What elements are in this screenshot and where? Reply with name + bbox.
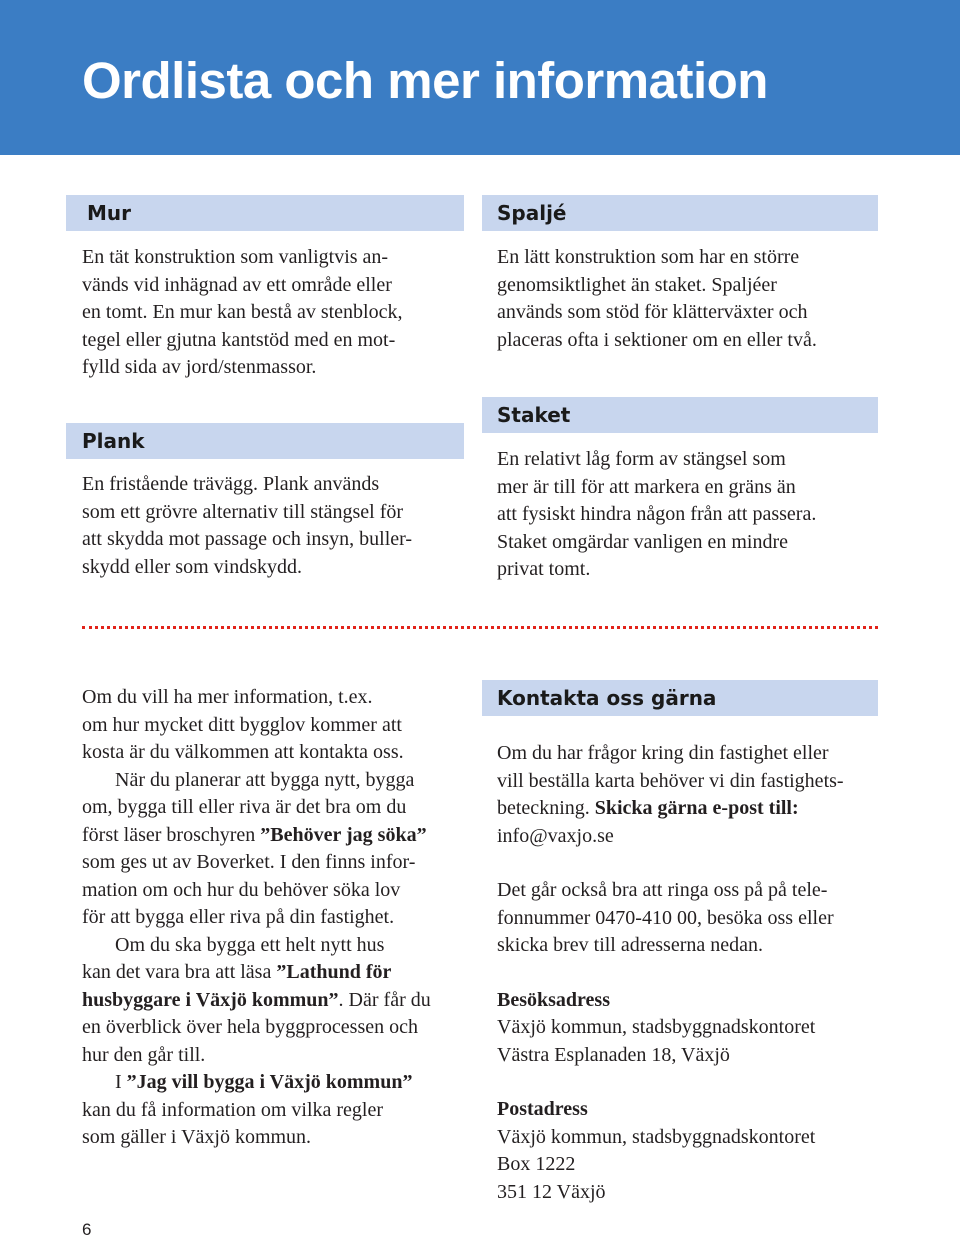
term-heading: Spaljé	[482, 195, 878, 231]
contact-paragraph	[482, 740, 878, 850]
title-banner	[0, 0, 960, 155]
text-line	[497, 795, 878, 823]
text-line: hur den går till.	[82, 1043, 206, 1066]
text-line: 351 12 Växjö	[497, 1180, 606, 1203]
text-line: En fristående trävägg. Plank används	[82, 473, 380, 495]
text-line: som ett grövre alternativ till stängsel för	[82, 500, 404, 523]
text-line: En relativt låg form av stängsel som	[497, 448, 786, 470]
text-fragment: kan det vara bra att läsa	[82, 961, 277, 983]
contact-paragraph	[482, 877, 878, 960]
term-staket	[482, 397, 878, 584]
info-paragraph	[82, 767, 472, 932]
text-line	[82, 822, 472, 850]
contact-section	[482, 680, 878, 1206]
term-definition	[66, 471, 464, 581]
text-line: vill beställa karta behöver vi din fastighets-	[497, 769, 844, 792]
text-fragment: . Där får du	[338, 988, 431, 1011]
term-plank	[66, 423, 464, 581]
text-line: genomsiktlighet än staket. Spaljéer	[497, 273, 777, 296]
term-heading: Plank	[66, 423, 464, 459]
term-definition	[482, 446, 878, 584]
term-spalje	[482, 195, 878, 354]
page-number: 6	[82, 1220, 92, 1239]
term-heading: Staket	[482, 397, 878, 433]
term-definition	[66, 244, 464, 382]
text-fragment: först läser broschyren	[82, 823, 261, 846]
text-line: fylld sida av jord/stenmassor.	[82, 356, 317, 378]
text-line: privat tomt.	[497, 558, 591, 580]
text-line	[82, 1069, 472, 1097]
text-line: Box 1222	[497, 1153, 576, 1175]
text-line: Om du ska bygga ett helt nytt hus	[115, 933, 385, 956]
brochure-title: ”Lathund för	[276, 961, 392, 983]
text-line: som ges ut av Boverket. I den finns infor-	[82, 851, 416, 873]
brochure-title: ”Jag vill bygga i Växjö kommun”	[126, 1071, 413, 1093]
text-line: vänds vid inhägnad av ett område eller	[82, 273, 392, 296]
term-mur	[66, 195, 464, 382]
text-fragment: I	[115, 1071, 127, 1093]
text-line	[82, 959, 472, 987]
visiting-address	[482, 987, 878, 1070]
email-address[interactable]: info@vaxjo.se	[497, 824, 614, 847]
text-line: en överblick över hela byggprocessen och	[82, 1016, 418, 1038]
postal-address	[482, 1096, 878, 1206]
text-line	[82, 987, 472, 1015]
text-line: Om du har frågor kring din fastighet eller	[497, 742, 829, 764]
text-line: Staket omgärdar vanligen en mindre	[497, 530, 789, 553]
text-line: kosta är du välkommen att kontakta oss.	[82, 741, 404, 763]
text-line: en tomt. En mur kan bestå av stenblock,	[82, 301, 403, 323]
text-line: tegel eller gjutna kantstöd med en mot-	[82, 328, 396, 351]
text-line: fonnummer 0470-410 00, besöka oss eller	[497, 906, 834, 929]
info-paragraph	[82, 932, 472, 1070]
text-line: om, bygga till eller riva är det bra om du	[82, 796, 407, 818]
text-line: placeras ofta i sektioner om en eller två.	[497, 328, 817, 351]
email-prompt: Skicka gärna e-post till:	[594, 797, 799, 819]
contact-heading: Kontakta oss gärna	[482, 680, 878, 716]
page-title: Ordlista och mer information	[82, 52, 768, 109]
info-paragraph	[82, 684, 472, 767]
more-info	[82, 684, 472, 1152]
text-line: som gäller i Växjö kommun.	[82, 1126, 312, 1148]
text-line: En lätt konstruktion som har en större	[497, 246, 800, 268]
text-fragment: beteckning.	[497, 797, 595, 819]
brochure-title: husbyggare i Växjö kommun”	[82, 988, 339, 1011]
text-line: Växjö kommun, stadsbyggnadskontoret	[497, 1125, 816, 1148]
text-line: för att bygga eller riva på din fastighet.	[82, 906, 395, 928]
brochure-title: ”Behöver jag söka”	[260, 823, 427, 846]
address-label: Postadress	[497, 1098, 588, 1120]
text-line: En tät konstruktion som vanligtvis an-	[82, 246, 389, 268]
text-line: att fysiskt hindra någon från att passera.	[497, 503, 817, 525]
text-line: skydd eller som vindskydd.	[82, 555, 302, 578]
text-line: skicka brev till adresserna nedan.	[497, 934, 764, 956]
address-label: Besöksadress	[497, 988, 610, 1011]
text-line: kan du få information om vilka regler	[82, 1098, 384, 1121]
text-line: Det går också bra att ringa oss på på tele-	[497, 879, 828, 901]
text-line: mer är till för att markera en gräns än	[497, 475, 796, 498]
text-line: Västra Esplanaden 18, Växjö	[497, 1043, 730, 1066]
section-divider	[82, 626, 878, 629]
text-line: används som stöd för klätterväxter och	[497, 301, 808, 323]
text-line: När du planerar att bygga nytt, bygga	[115, 768, 415, 791]
text-line: om hur mycket ditt bygglov kommer att	[82, 713, 402, 736]
text-line: mation om och hur du behöver söka lov	[82, 878, 401, 901]
term-heading: Mur	[66, 195, 464, 231]
term-definition	[482, 244, 878, 354]
text-line: att skydda mot passage och insyn, buller-	[82, 528, 413, 550]
info-paragraph	[82, 1069, 472, 1152]
text-line: Om du vill ha mer information, t.ex.	[82, 686, 373, 708]
text-line: Växjö kommun, stadsbyggnadskontoret	[497, 1016, 816, 1038]
